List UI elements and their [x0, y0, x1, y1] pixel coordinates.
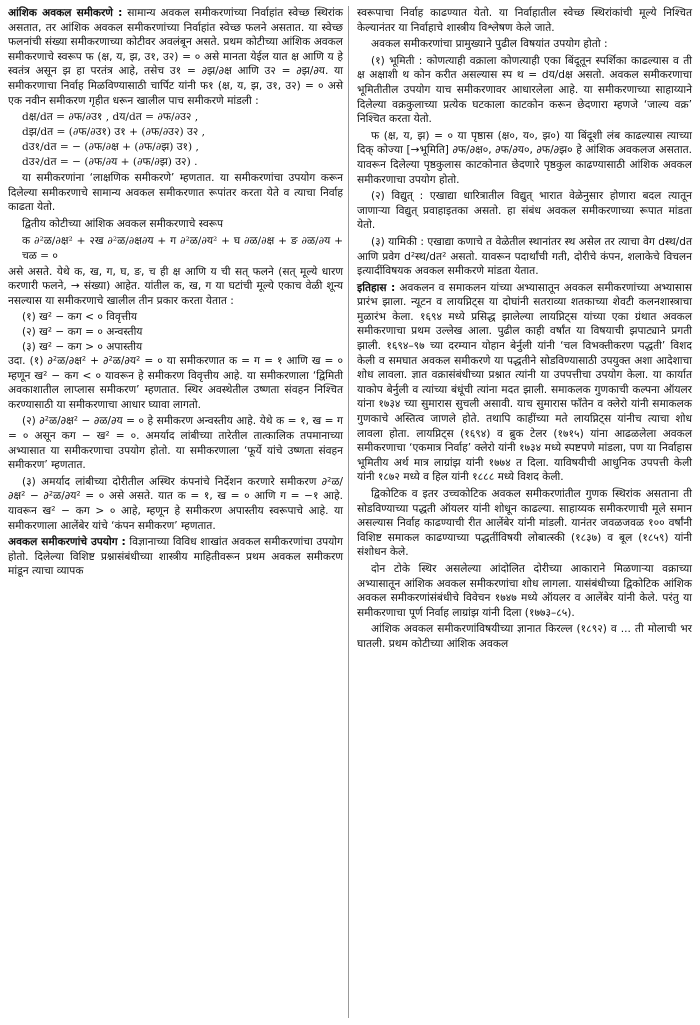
- paragraph-mechanics: (३) यामिकी : एखाद्या कणाचे त वेळेतील स्थानांतर स्थ असेल तर त्याचा वेग dस्थ/dत आणि प्रवेग d²स्थ/dत² असतो. यावरून पदार्थांची गती, दोरीचे कंपन, शलाकेचे विचलन इत्यादींविषयक अवकल समीकरणे मांडता येतात.: [357, 235, 692, 278]
- right-column: [357, 6, 692, 654]
- section-heading-uses: अवकल समीकरणांचे उपयोग :: [8, 536, 126, 549]
- section-body-uses: विज्ञानाच्या विविध शाखांत अवकल समीकरणांचा उपयोग होतो. दिलेल्या विशिष्ट प्रश्नासंबंधीच्या शास्त्रीय माहितीवरून प्रथम अवकल समीकरण मांडून त्याचा व्यापक: [8, 536, 344, 578]
- section-body-history: अवकलन व समाकलन यांच्या अभ्यासातून अवकल समीकरणांच्या अभ्यासास प्रारंभ झाला. न्यूटन व लायप्निट्स या दोघांनी सतराव्या शतकाच्या शेवटी कलनशास्त्राचा मुळारंभ केला. १६९४ मध्ये प्रसिद्ध झालेल्या लायप्निट्स यांच्या एका ग्रंथात अवकल समीकरणाचा प्रथम उल्लेख आला. पुढील काही वर्षांत या विषयाची झपाट्याने प्रगती झाली. १६९४–९७ च्या दरम्यान योहान बेर्नुली यांनी ‘चल विभक्तीकरण पद्धती’ विशद केली व समघात अवकल समीकरणे या पद्धतीने सोडविण्यासाठी उपयुक्त अशा आदेशाचा शोध लावला. ज्ञात वक्रासंबंधीच्या प्रश्नात त्यांनी या उपपत्तीचा उपयोग केला. या कार्यात याकोप बेर्नुली व त्यांच्या बंधूंची त्यांना मदत झाली. समाकलक गुणकाची कल्पना ऑयलर यांना १७३४ च्या सुमारास सुचली असावी. याच सुमारास फाँतेन व क्लेरो यांनी समाकलक गुणकाचे अस्तित्व जाणले होते. तथापि काहींच्या मते लायप्निट्स यांनीच त्याचा शोध लावला होता. लायप्निट्स (१६९४) व ब्रुक टेलर (१७१५) यांना आढळलेला अवकल समीकरणाचा ‘एकमात्र निर्वाह’ क्लेरो यांनी १७३४ मध्ये स्पष्टपणे मांडला, पण या निर्वाहास भूमितीय अर्थ मात्र लाग्रांझ यांनी १७७४ त दिला. याविषयीची आधुनिक उपपत्ती केली यांनी १८७२ मध्ये व हिल यांनी १८८८ मध्ये विशद केली.: [357, 281, 692, 484]
- list-item: (२) ख² − कग = ० अन्वस्तीय: [22, 325, 143, 338]
- equation-line: dक्ष/dत = ∂फ/∂उ१ , dय/dत = ∂फ/∂उ२ ,: [22, 111, 199, 124]
- paragraph-geometry: (१) भूमिती : कोणत्याही वक्राला कोणत्याही एका बिंदूतून स्पर्शिका काढल्यास व ती क्ष अक्षाशी थ कोन करीत असल्यास स्प थ = dय/dक्ष असतो. अवकल समीकरणाचा भूमितीतील उपयोग याच समीकरणावर आधारलेला आहे. या समीकरणाच्या साहाय्याने दिलेल्या वक्रकुलाच्या प्रत्येक घटकाला काटकोन करून छेदणारा म्हणजे ‘जाल्य वक्र’ निश्चित करता येतो.: [357, 54, 692, 126]
- section-heading-history: इतिहास :: [357, 281, 396, 294]
- paragraph-geometry-surfaces: फ (क्ष, य, झ) = ० या पृष्ठास (क्ष०, य०, झ०) या बिंदूशी लंब काढल्यास त्याच्या दिक् कोज्या [→भूमिति] ∂फ/∂क्ष०, ∂फ/∂य०, ∂फ/∂झ० हे आंशिक अवकलज असतात. यावरून दिलेल्या पृष्ठकुलास काटकोनात छेदणारे पृष्ठकुल काढण्यासाठी आंशिक अवकल समीकरणाचा उपयोग होतो.: [357, 129, 692, 186]
- second-order-equation: क ∂²ळ/∂क्ष² + २ख ∂²ळ/∂क्ष∂य + ग ∂²ळ/∂य² + घ ∂ळ/∂क्ष + ङ ∂ळ/∂य + चळ = ०: [22, 234, 343, 262]
- list-item: (१) ख² − कग < ० विवृत्तीय: [22, 311, 137, 324]
- equation-line: dउ२/dत = − (∂फ/∂य + (∂फ/∂झ) उ२) .: [22, 156, 198, 169]
- paragraph-coefficients: असे असते. येथे क, ख, ग, घ, ङ, च ही क्ष आणि य ची सत् फलने (सत् मूल्ये धारण करणारी फलने, → संख्या) आहेत. यांतील क, ख, ग या घटांची मूल्ये एकाच वेळी शून्य नसल्यास या समीकरणाचे खालील तीन प्रकार करता येतात :: [8, 265, 343, 307]
- paragraph-history-2: द्विकोटिक व इतर उच्चकोटिक अवकल समीकरणांतील गुणक स्थिरांक असताना ती सोडविण्याच्या पद्धती ऑयलर यांनी शोधून काढल्या. साहाय्यक समीकरणाची मूले समान असल्यास निर्वाह काढण्याची रीत आलेंबेर यांनी मांडली. यानंतर जवळजवळ १०० वर्षांनी विशिष्ट समाकल काढण्याच्या पद्धतींविषयी लोबात्स्की (१८३७) व बूल (१८५९) यांनी संशोधन केले.: [357, 488, 692, 559]
- example-heat: (२) ∂²ळ/∂क्ष² − ∂ळ/∂य = ० हे समीकरण अन्वस्तीय आहे. येथे क = १, ख = ग = ० असून कग − ख² = ०. अमर्याद लांबीच्या तारेतील तात्कालिक तपमानाच्या अभ्यासात या समीकरणाचा उपयोग होतो. या समीकरणाला ‘फूर्ये यांचे उष्णता संवहन समीकरण’ म्हणतात.: [8, 415, 343, 472]
- section-body-partial-de: सामान्य अवकल समीकरणांच्या निर्वाहांत स्वेच्छ स्थिरांक असतात, तर आंशिक अवकल समीकरणांच्या निर्वाहांत स्वेच्छ फलने असतात. या स्वेच्छ फलनांची संख्या समीकरणाच्या कोटीवर अवलंबून असते. प्रथम कोटीच्या आंशिक अवकल समीकरणाचे स्वरूप फ (क्ष, य, झ, उ१, उ२) = ० असे मानता येईल यात क्ष आणि य हे स्वतंत्र असून झ हा परतंत्र आहे, तसेच उ१ = ∂झ/∂क्ष आणि उ२ = ∂झ/∂य. या समीकरणाचा निर्वाह मिळविण्यासाठी चार्पिट यांनी फ१ (क्ष, य, झ, उ१, उ२) = ० असे एक नवीन समीकरण गृहीत धरून खालील पाच समीकरणे मांडली :: [8, 7, 343, 107]
- paragraph-uses-intro: अवकल समीकरणांचा प्रामुख्याने पुढील विषयांत उपयोग होतो :: [371, 38, 608, 51]
- section-history: [357, 281, 692, 485]
- paragraph-history-3: दोन टोके स्थिर असलेल्या आंदोलित दोरीच्या आकाराने मिळणाऱ्या वक्राच्या अभ्यासातून आंशिक अवकल समीकरणांचा शोध लागला. यासंबंधीच्या द्विकोटिक आंशिक अवकल समीकरणांसंबंधीचे विवेचन १७४७ मध्ये ऑयलर व आलेंबेर यांनी केले. परंतु या समीकरणाचा पूर्ण निर्वाह लाग्रांझ यांनी दिला (१७७३–८५).: [357, 562, 692, 619]
- list-item: (३) ख² − कग > ० अपास्तीय: [22, 340, 143, 353]
- equation-line: dझ/dत = (∂फ/∂उ१) उ१ + (∂फ/∂उ२) उ२ ,: [22, 126, 206, 139]
- left-column: [8, 6, 343, 581]
- paragraph-second-order: द्वितीय कोटीच्या आंशिक अवकल समीकरणाचे स्वरूप: [22, 217, 223, 230]
- paragraph-electricity: (२) विद्युत् : एखाद्या धारित्रातील विद्युत् भारात वेळेनुसार होणारा बदल त्यातून जाणाऱ्या विद्युत् प्रवाहाइतका असतो. हा संबंध अवकल समीकरणाच्या रूपात मांडता येतो.: [357, 190, 692, 232]
- charpit-equations: [22, 110, 343, 170]
- classification-list: [22, 310, 343, 354]
- example-laplace: उदा. (१) ∂²ळ/∂क्ष² + ∂²ळ/∂य² = ० या समीकरणात क = ग = १ आणि ख = ० म्हणून ख² − कग < ० यावरून हे समीकरण विवृत्तीय आहे. या समीकरणाला ‘द्विमिती अवकाशातील लाप्लास समीकरण’ म्हणतात. स्थिर अवस्थेतील उष्णता संवहन निश्चित करण्यासाठी या समीकरणाचा आधार घ्यावा लागतो.: [8, 355, 343, 411]
- section-partial-de: [8, 6, 343, 108]
- paragraph-characteristic: या समीकरणांना ‘लाक्षणिक समीकरणे’ म्हणतात. या समीकरणांचा उपयोग करून दिलेल्या समीकरणाचे सामान्य अवकल समीकरणात रूपांतर करता येते व त्याचा निर्वाह काढता येतो.: [8, 172, 343, 214]
- paragraph-continued: स्वरूपाचा निर्वाह काढण्यात येतो. या निर्वाहातील स्वेच्छ स्थिरांकांची मूल्ये निश्चित केल्यानंतर या निर्वाहाचे शास्त्रीय विश्लेषण केले जाते.: [357, 7, 692, 34]
- section-uses: [8, 535, 343, 579]
- equation-line: dउ१/dत = − (∂फ/∂क्ष + (∂फ/∂झ) उ१) ,: [22, 141, 199, 154]
- section-heading-partial-de: आंशिक अवकल समीकरणे :: [8, 7, 123, 19]
- column-divider: [348, 6, 349, 1018]
- paragraph-history-4: आंशिक अवकल समीकरणांविषयीच्या ज्ञानात किरल्ल (१८९२) व ... ती मोलाची भर घातली. प्रथम कोटीच्या आंशिक अवकल: [357, 623, 692, 650]
- example-wave: (३) अमर्याद लांबीच्या दोरीतील अस्थिर कंपनांचे निर्देशन करणारे समीकरण ∂²ळ/∂क्ष² − ∂²ळ/∂य² = ० असे असते. यात क = १, ख = ० आणि ग = −१ आहे. यावरून ख² − कग > ० आहे, म्हणून हे समीकरण अपास्तीय स्वरूपाचे आहे. या समीकरणाला आलेंबेर यांचे ‘कंपन समीकरण’ म्हणतात.: [8, 475, 343, 532]
